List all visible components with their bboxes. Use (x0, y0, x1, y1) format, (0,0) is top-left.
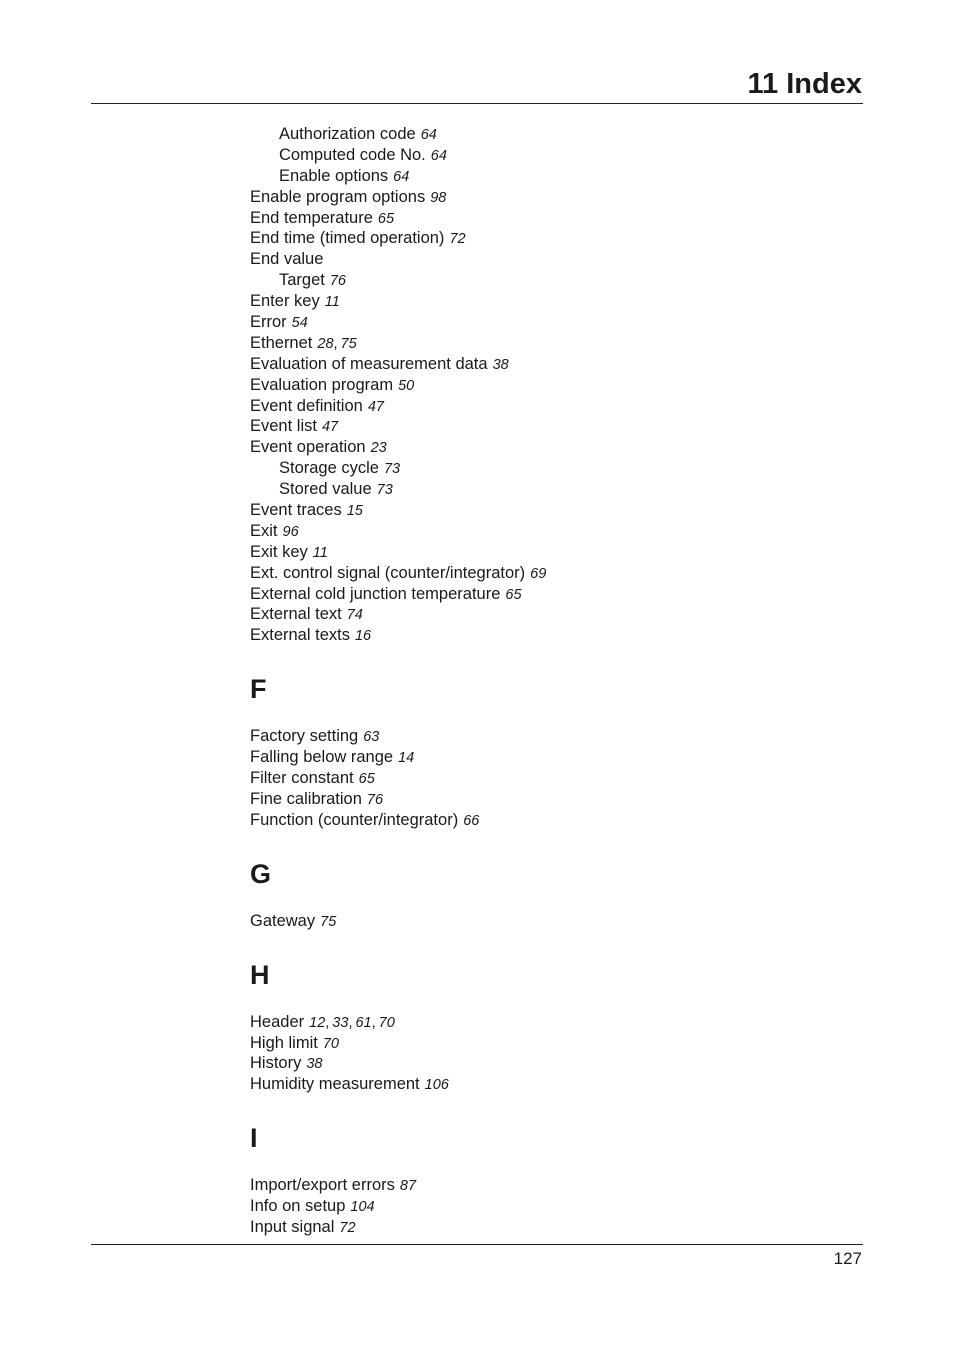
index-term: End value (250, 250, 324, 269)
index-letter-heading: F (250, 674, 267, 705)
index-entry (250, 604, 850, 625)
index-term: Factory setting (250, 727, 359, 746)
index-entry (250, 416, 850, 437)
index-term: Ext. control signal (counter/integrator) (250, 563, 526, 582)
page-references (384, 461, 400, 477)
page-references: 28, 75 (317, 335, 357, 352)
page-reference-link[interactable]: 50 (398, 377, 415, 394)
page-reference-link[interactable]: 54 (291, 315, 308, 332)
page-reference-link[interactable]: 73 (383, 461, 401, 478)
index-term: History (250, 1054, 302, 1073)
index-term: Humidity measurement (250, 1075, 420, 1094)
index-term: Event definition (250, 396, 363, 415)
page-references (425, 1077, 449, 1093)
page-references (430, 190, 446, 206)
page-reference-link[interactable]: 75 (320, 913, 337, 930)
page-references (463, 813, 479, 829)
page-references (367, 792, 383, 808)
index-entry (250, 437, 850, 458)
index-entry (250, 584, 850, 605)
index-entry (250, 1012, 850, 1033)
index-entry (250, 1217, 850, 1238)
page-title: 11 Index (747, 68, 862, 100)
page-reference-link[interactable]: 76 (329, 273, 346, 290)
index-entry (250, 789, 850, 810)
index-term: Enter key (250, 292, 320, 311)
page-references (393, 169, 409, 185)
page-reference-link[interactable]: 70 (322, 1035, 339, 1052)
index-subentry (250, 124, 850, 145)
page-reference-link[interactable]: 33 (332, 1014, 349, 1031)
page-reference-link[interactable]: 76 (366, 791, 384, 808)
page-references (368, 399, 384, 415)
page-reference-link[interactable]: 11 (312, 544, 328, 561)
page-references (371, 440, 387, 456)
page-references (530, 566, 546, 582)
page-references (421, 127, 437, 143)
index-entry (250, 187, 850, 208)
page-references (322, 419, 338, 435)
page-references (320, 914, 336, 930)
page-reference-link[interactable]: 11 (324, 294, 340, 311)
page-reference-link[interactable]: 104 (350, 1199, 375, 1216)
page-reference-link[interactable]: 14 (398, 750, 415, 767)
index-term: External text (250, 605, 342, 624)
page-number: 127 (833, 1249, 862, 1268)
index-entry (250, 228, 850, 249)
index-subentry (250, 145, 850, 166)
page-reference-link[interactable]: 73 (376, 482, 393, 499)
index-entry (250, 1033, 850, 1054)
index-entry (250, 768, 850, 789)
index-term: External cold junction temperature (250, 584, 501, 603)
page-reference-link[interactable]: 66 (463, 812, 480, 829)
page-reference-link[interactable]: 15 (346, 503, 363, 520)
page-references (350, 1199, 374, 1215)
index-term: Falling below range (250, 748, 394, 767)
page-references (330, 273, 346, 289)
index-entry (250, 1196, 850, 1217)
index-term: Fine calibration (250, 789, 362, 808)
page-references: 12, 33, 61, 70 (309, 1014, 395, 1031)
index-subentry (250, 479, 850, 500)
page-reference-link[interactable]: 12 (309, 1014, 326, 1031)
page-reference-link[interactable]: 28 (317, 335, 334, 352)
page-reference-link[interactable]: 64 (420, 127, 437, 143)
page-references (306, 1056, 322, 1072)
index-entry (250, 563, 850, 584)
index-entry (250, 208, 850, 229)
index-subentry (250, 270, 850, 291)
page-reference-link[interactable]: 64 (393, 168, 410, 185)
index-term: Exit (250, 521, 278, 540)
page-reference-link[interactable]: 47 (367, 398, 384, 415)
page-reference-link[interactable]: 87 (399, 1178, 417, 1195)
page-references (363, 729, 379, 745)
index-term: Exit key (250, 542, 308, 561)
index-entry (250, 291, 850, 312)
index-term: Info on setup (250, 1197, 346, 1216)
index-term: Computed code No. (279, 145, 426, 164)
page-references (323, 1036, 339, 1052)
index-term: Event list (250, 417, 317, 436)
page-references (398, 378, 414, 394)
index-entry (250, 396, 850, 417)
page-reference-link[interactable]: 69 (530, 565, 547, 582)
page-references (325, 294, 340, 310)
index-entry (250, 726, 850, 747)
index-letter-heading: H (250, 959, 270, 990)
page-references (359, 771, 375, 787)
index-entry (250, 521, 850, 542)
index-entry (250, 500, 850, 521)
index-term: Header (250, 1012, 305, 1031)
page-references (283, 524, 299, 540)
page-reference-link[interactable]: 64 (430, 147, 447, 164)
page-reference-link[interactable]: 16 (354, 628, 372, 645)
page-references (398, 750, 414, 766)
index-term: Authorization code (279, 125, 416, 143)
index-entry (250, 1053, 850, 1074)
page-references (339, 1220, 355, 1236)
page-references (313, 545, 328, 561)
index-term: Filter constant (250, 769, 354, 788)
page-references (347, 503, 363, 519)
header-rule (91, 103, 863, 104)
index-entry (250, 312, 850, 333)
index-term: Storage cycle (279, 459, 379, 478)
page-references (400, 1178, 416, 1194)
index-entry (250, 354, 850, 375)
page-reference-link[interactable]: 38 (306, 1056, 323, 1073)
index-term: Target (279, 271, 325, 290)
index-term: External texts (250, 626, 350, 645)
page-references (493, 357, 509, 373)
index-entry (250, 1074, 850, 1095)
index-term: End temperature (250, 208, 373, 227)
page-reference-link[interactable]: 72 (339, 1219, 356, 1236)
page-reference-link[interactable]: 23 (370, 440, 387, 457)
page-references (292, 315, 308, 331)
index-entry (250, 911, 850, 932)
index-letter-heading: I (250, 1123, 258, 1154)
page-reference-link[interactable]: 65 (505, 586, 522, 603)
page-reference-link[interactable]: 63 (363, 729, 380, 746)
page-reference-link[interactable]: 61 (355, 1014, 372, 1031)
index-term: Evaluation of measurement data (250, 354, 488, 373)
index-term: Import/export errors (250, 1176, 395, 1195)
page-references (449, 231, 465, 247)
index-entry (250, 249, 850, 270)
index-entry (250, 542, 850, 563)
page-references (347, 607, 363, 623)
index-term: Evaluation program (250, 375, 394, 394)
page-references (378, 211, 394, 227)
index-column (250, 124, 850, 1238)
page-references (355, 628, 371, 644)
index-term: High limit (250, 1033, 318, 1052)
page-reference-link[interactable]: 96 (282, 523, 299, 540)
page-references (505, 587, 521, 603)
index-term: End time (timed operation) (250, 229, 445, 248)
index-term: Gateway (250, 911, 316, 930)
index-letter-heading: G (250, 858, 272, 889)
index-subentry (250, 166, 850, 187)
page-reference-link[interactable]: 38 (492, 356, 509, 373)
page-reference-link[interactable]: 65 (358, 771, 375, 788)
index-term: Error (250, 313, 287, 332)
index-entry (250, 375, 850, 396)
page-reference-link[interactable]: 98 (430, 189, 447, 206)
page-references (431, 148, 447, 164)
footer-rule (91, 1244, 863, 1245)
page-reference-link[interactable]: 70 (378, 1014, 395, 1031)
index-term: Enable program options (250, 187, 426, 206)
index-term: Function (counter/integrator) (250, 810, 459, 829)
index-entry (250, 747, 850, 768)
page-reference-link[interactable]: 47 (321, 419, 339, 436)
index-term: Stored value (279, 480, 372, 499)
index-entry (250, 810, 850, 831)
page-reference-link[interactable]: 65 (377, 210, 395, 227)
page-references (377, 482, 393, 498)
index-term: Ethernet (250, 333, 313, 352)
index-entry (250, 1175, 850, 1196)
page-reference-link[interactable]: 75 (340, 335, 357, 352)
index-entry (250, 333, 850, 354)
index-term: Event traces (250, 501, 342, 520)
index-subentry (250, 458, 850, 479)
index-term: Input signal (250, 1217, 335, 1236)
page-reference-link[interactable]: 106 (424, 1077, 449, 1094)
index-entry (250, 625, 850, 646)
index-term: Enable options (279, 166, 389, 185)
page-reference-link[interactable]: 74 (346, 607, 363, 624)
index-term: Event operation (250, 438, 366, 457)
page-reference-link[interactable]: 72 (449, 231, 466, 248)
